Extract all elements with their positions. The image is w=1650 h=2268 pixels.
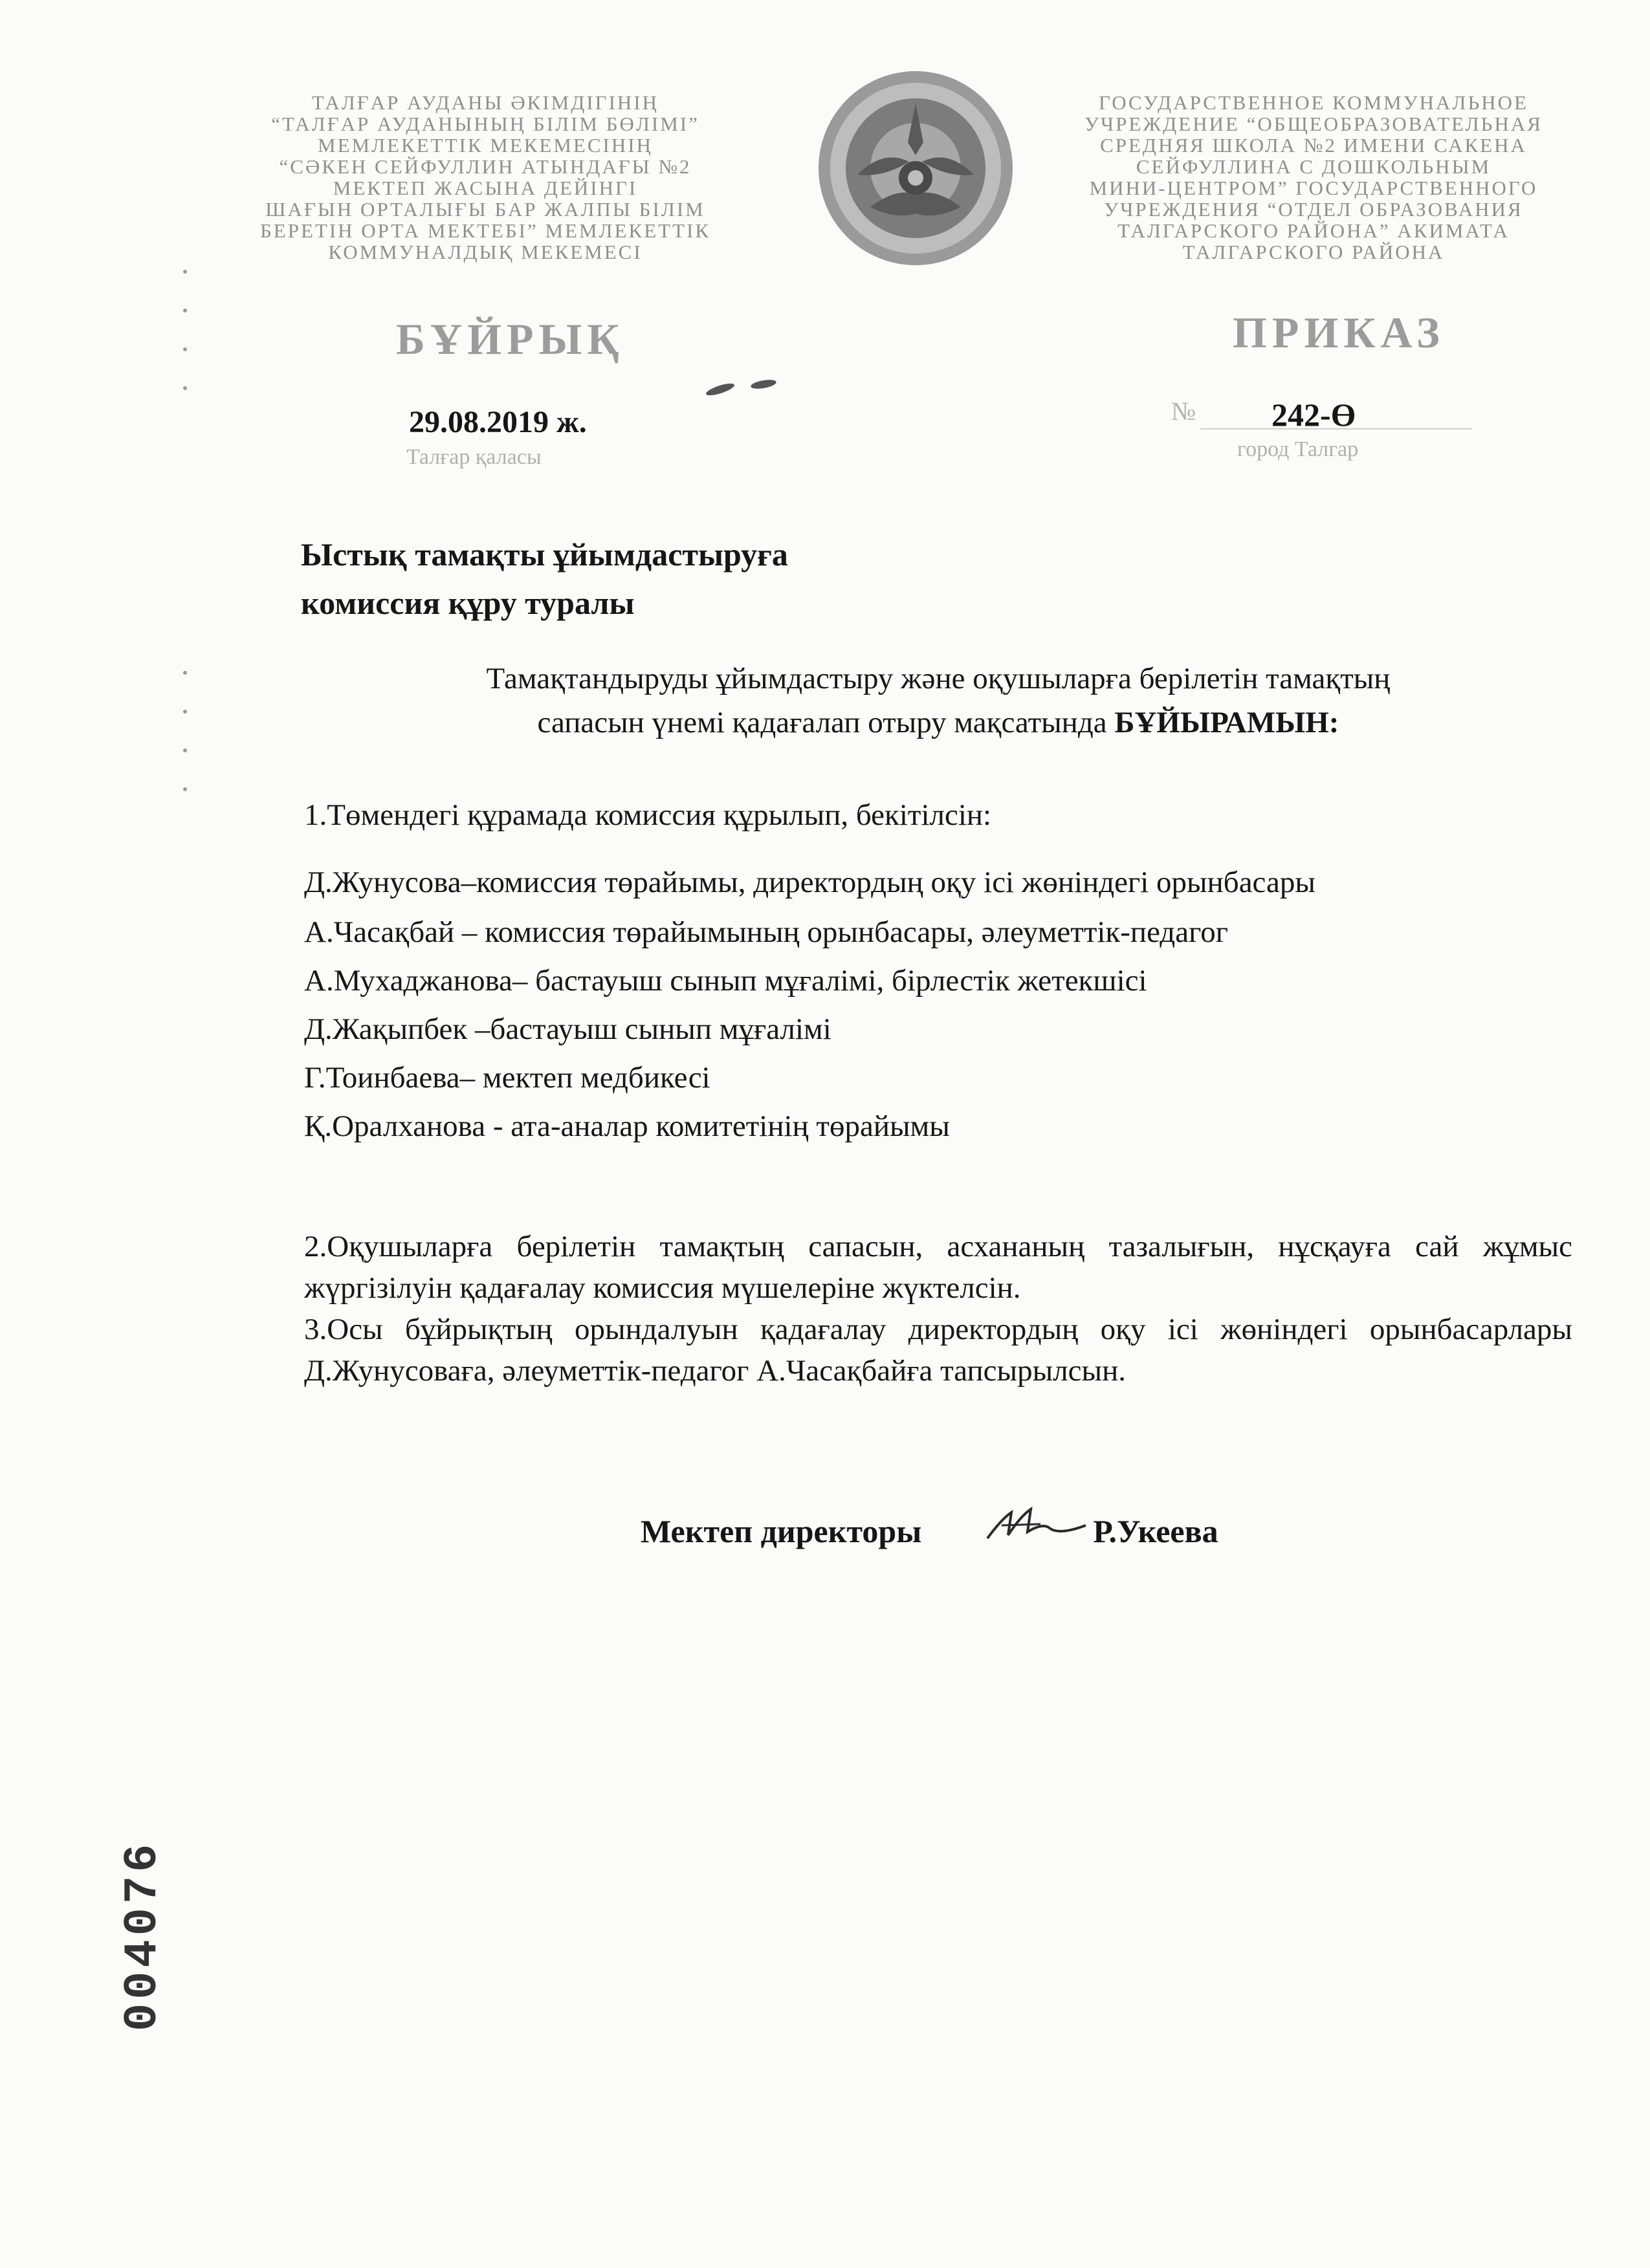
signatory-position: Мектеп директоры bbox=[641, 1513, 922, 1549]
member-item: Қ.Оралханова - ата-аналар комитетінің төрайымы bbox=[304, 1109, 950, 1143]
point-3: 3.Осы бұйрықтың орындалуын қадағалау директордың оқу ісі жөніндегі орынбасарлары Д.Жунусоваға, әлеуметтік-педагог А.Часақбайға тапсырылсын. bbox=[304, 1313, 1572, 1388]
margin-dots bbox=[179, 259, 198, 906]
intro-line-text: сапасын үнемі қадағалап отыру мақсатында bbox=[537, 706, 1107, 739]
order-title-line: Ыстық тамақты ұйымдастыруға bbox=[301, 536, 788, 572]
point-1: 1.Төмендегі құрамада комиссия құрылып, бекітілсін: bbox=[304, 798, 992, 832]
order-number: 242-Ө bbox=[1271, 397, 1356, 433]
intro-line-2 bbox=[304, 701, 1572, 745]
state-emblem-icon bbox=[812, 65, 1019, 272]
scan-smudge bbox=[705, 381, 735, 398]
signatory-name: Р.Укеева bbox=[1093, 1513, 1218, 1549]
order-intro bbox=[304, 657, 1572, 745]
place-kazakh: Талғар қаласы bbox=[406, 445, 542, 469]
member-item: А.Мухаджанова– бастауыш сынып мұғалімі, бірлестік жетекшісі bbox=[304, 964, 1147, 998]
signature-block bbox=[641, 1512, 1218, 1550]
commission-members-list bbox=[304, 862, 1572, 1151]
member-item: Д.Жақыпбек –бастауыш сынып мұғалімі bbox=[304, 1012, 831, 1046]
point-2: 2.Оқушыларға берілетін тамақтың сапасын, асхананың тазалығын, нұсқауға сай жұмыс жүргізілуін қадағалау комиссия мүшелеріне жүктелсін. bbox=[304, 1230, 1572, 1305]
place-russian: город Талгар bbox=[1237, 437, 1359, 461]
header-kazakh-organization: ТАЛҒАР АУДАНЫ ӘКІМДІГІНІҢ “ТАЛҒАР АУДАНЫНЫҢ БІЛІМ БӨЛІМІ” МЕМЛЕКЕТТІК МЕКЕМЕСІНІҢ “СӘКЕН СЕЙФУЛЛИН АТЫНДАҒЫ №2 МЕКТЕП ЖАСЫНА ДЕЙІНГІ ШАҒЫН ОРТАЛЫҒЫ БАР ЖАЛПЫ БІЛІМ БЕРЕТІН ОРТА МЕКТЕБІ” МЕМЛЕКЕТТІК КОММУНАЛДЫҚ МЕКЕМЕСІ bbox=[259, 91, 711, 263]
order-date: 29.08.2019 ж. bbox=[409, 405, 587, 439]
serial-number: 004076 bbox=[116, 1840, 170, 2031]
doc-type-kazakh: БҰЙРЫҚ bbox=[396, 314, 624, 364]
doc-type-russian: ПРИКАЗ bbox=[1233, 308, 1445, 357]
member-item: Д.Жунусова–комиссия төрайымы, директордың оқу ісі жөніндегі орынбасары bbox=[304, 866, 1315, 899]
order-title bbox=[301, 530, 788, 627]
member-item: Г.Тоинбаева– мектеп медбикесі bbox=[304, 1061, 710, 1095]
handwritten-signature bbox=[982, 1499, 1092, 1551]
intro-line: Тамақтандыруды ұйымдастыру және оқушыларға берілетін тамақтың bbox=[486, 662, 1391, 695]
header-russian-organization: ГОСУДАРСТВЕННОЕ КОММУНАЛЬНОЕ УЧРЕЖДЕНИЕ “ОБЩЕОБРАЗОВАТЕЛЬНАЯ СРЕДНЯЯ ШКОЛА №2 ИМЕНИ САКЕНА СЕЙФУЛЛИНА С ДОШКОЛЬНЫМ МИНИ-ЦЕНТРОМ” ГОСУДАРСТВЕННОГО УЧРЕЖДЕНИЯ “ОТДЕЛ ОБРАЗОВАНИЯ ТАЛГАРСКОГО РАЙОНА” АКИМАТА ТАЛГАРСКОГО РАЙОНА bbox=[1084, 91, 1543, 263]
order-title-line: комиссия құру туралы bbox=[301, 585, 635, 621]
order-directive: БҰЙЫРАМЫН: bbox=[1114, 706, 1339, 739]
number-label: № bbox=[1171, 397, 1196, 426]
member-item: А.Часақбай – комиссия төрайымының орынбасары, әлеуметтік-педагог bbox=[304, 915, 1228, 949]
scan-smudge bbox=[750, 378, 776, 391]
